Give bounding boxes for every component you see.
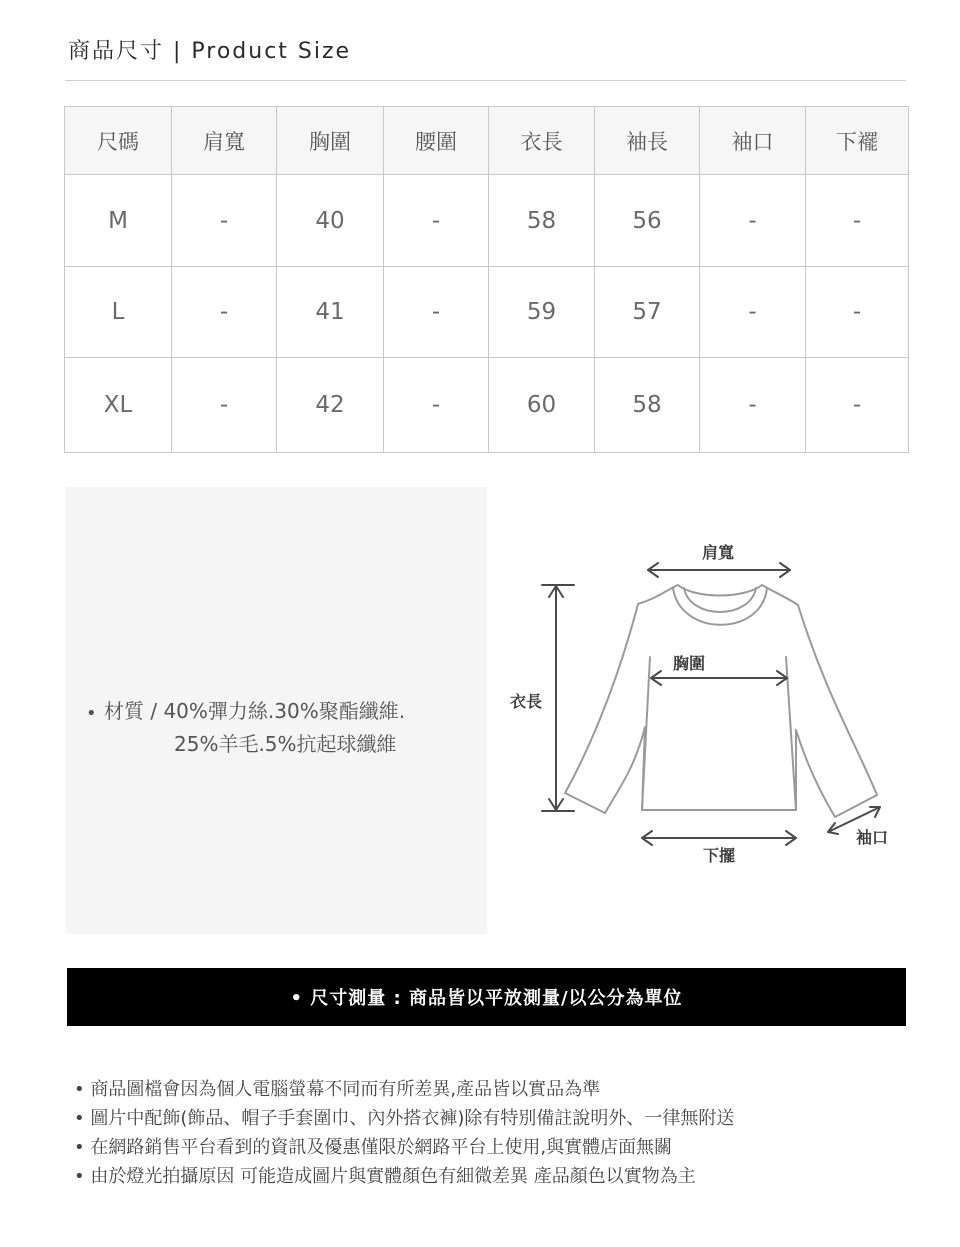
size-table xyxy=(64,106,909,453)
garment-measurement-diagram xyxy=(490,487,910,934)
list-item: • 圖片中配飾(飾品、帽子手套圍巾、內外搭衣褲)除有特別備註說明外、一律無附送 xyxy=(74,1104,734,1133)
table-cell: L xyxy=(65,267,172,358)
column-header: 腰圍 xyxy=(384,107,489,175)
table-cell: - xyxy=(384,358,489,453)
measurement-note-text: • 尺寸測量 : 商品皆以平放測量/以公分為單位 xyxy=(290,988,683,1009)
list-item: • 商品圖檔會因為個人電腦螢幕不同而有所差異,產品皆以實品為準 xyxy=(74,1075,734,1104)
chest-label: 胸圍 xyxy=(673,654,706,673)
column-header: 肩寬 xyxy=(172,107,277,175)
table-cell: - xyxy=(172,267,277,358)
column-header: 袖長 xyxy=(595,107,700,175)
table-cell: M xyxy=(65,175,172,267)
collar-inner xyxy=(684,588,756,612)
table-cell: - xyxy=(700,267,806,358)
chest-arrow xyxy=(651,671,787,685)
shirt-outline xyxy=(565,585,877,817)
length-label: 衣長 xyxy=(510,692,543,711)
table-cell: 57 xyxy=(595,267,700,358)
material-text: 材質 / 40%彈力絲.30%聚酯纖維. xyxy=(104,699,406,723)
notes-list xyxy=(74,1075,734,1191)
column-header: 衣長 xyxy=(489,107,595,175)
hem-label: 下擺 xyxy=(703,846,736,865)
table-cell: - xyxy=(806,358,909,453)
column-header: 胸圍 xyxy=(277,107,384,175)
shoulder-label: 肩寬 xyxy=(702,543,735,562)
table-row xyxy=(65,267,909,358)
table-row xyxy=(65,175,909,267)
table-header-row xyxy=(65,107,909,175)
table-cell: - xyxy=(806,267,909,358)
table-cell: - xyxy=(172,358,277,453)
measurement-note-bar xyxy=(67,968,906,1026)
table-cell: - xyxy=(700,358,806,453)
column-header: 袖口 xyxy=(700,107,806,175)
list-item: • 由於燈光拍攝原因 可能造成圖片與實體顏色有細微差異 產品顏色以實物為主 xyxy=(74,1162,734,1191)
list-item: • 在網路銷售平台看到的資訊及優惠僅限於網路平台上使用,與實體店面無關 xyxy=(74,1133,734,1162)
table-cell: 59 xyxy=(489,267,595,358)
table-cell: 42 xyxy=(277,358,384,453)
table-cell: 60 xyxy=(489,358,595,453)
seam-right xyxy=(786,657,796,810)
cuff-label: 袖口 xyxy=(856,828,889,847)
table-cell: 58 xyxy=(595,358,700,453)
hem-arrow xyxy=(642,831,796,845)
shoulder-arrow xyxy=(648,563,790,577)
table-row xyxy=(65,358,909,453)
table-cell: - xyxy=(806,175,909,267)
material-text-continued: 25%羊毛.5%抗起球纖維 xyxy=(174,732,397,756)
material-bullet: • xyxy=(86,703,97,724)
column-header: 尺碼 xyxy=(65,107,172,175)
collar-outer xyxy=(673,588,767,625)
table-cell: XL xyxy=(65,358,172,453)
table-cell: 56 xyxy=(595,175,700,267)
table-cell: - xyxy=(172,175,277,267)
table-cell: 58 xyxy=(489,175,595,267)
length-arrow xyxy=(542,585,574,811)
table-cell: - xyxy=(384,267,489,358)
page-title: 商品尺寸 | Product Size xyxy=(68,39,352,64)
table-cell: - xyxy=(700,175,806,267)
table-cell: 41 xyxy=(277,267,384,358)
title-divider xyxy=(65,80,906,81)
table-cell: - xyxy=(384,175,489,267)
column-header: 下襬 xyxy=(806,107,909,175)
table-cell: 40 xyxy=(277,175,384,267)
